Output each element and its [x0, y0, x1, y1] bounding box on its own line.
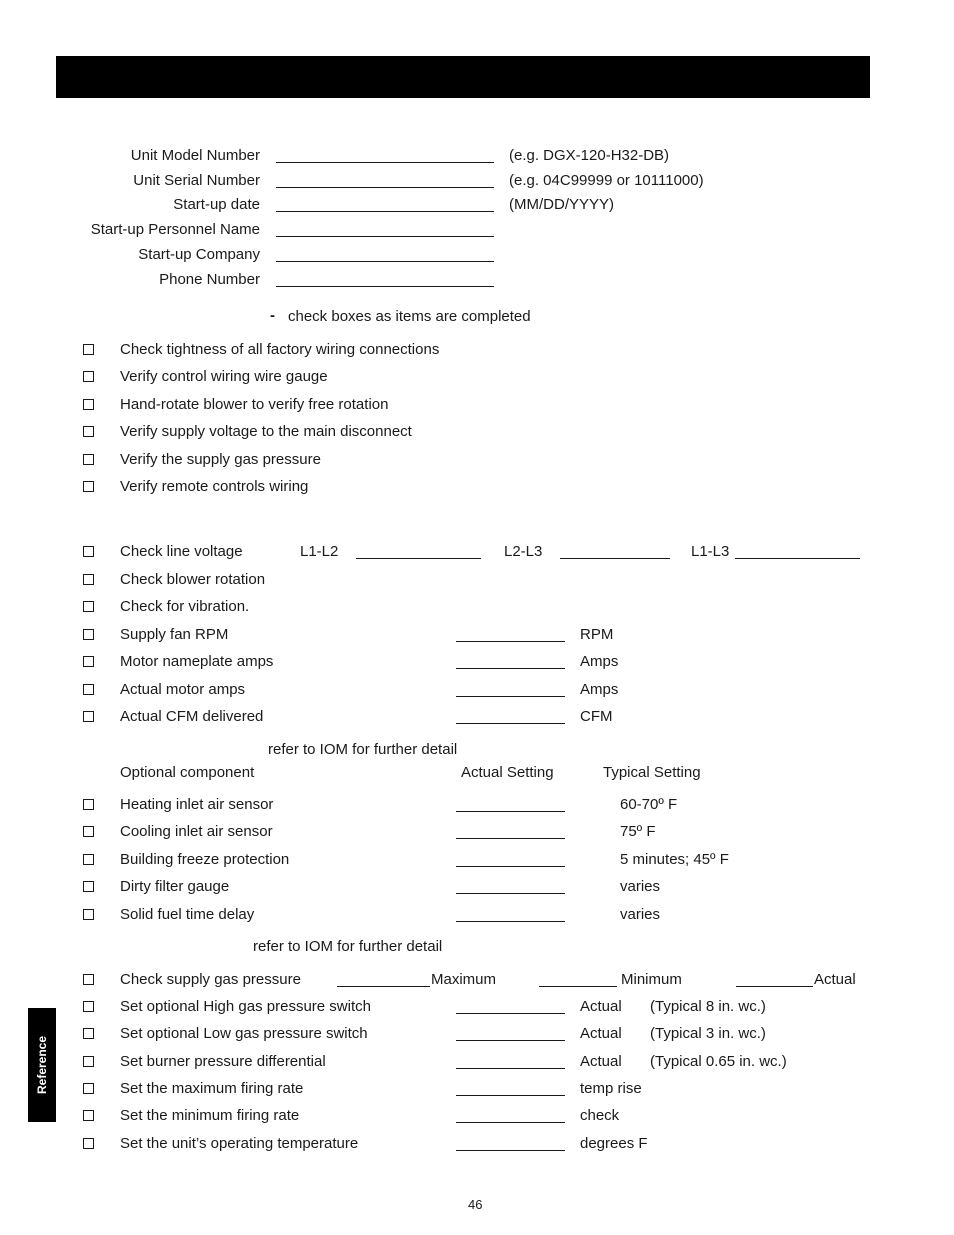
checkbox[interactable] [83, 881, 94, 892]
checkbox[interactable] [83, 1001, 94, 1012]
unit-model-field[interactable] [276, 162, 494, 163]
gas-item-label: Set the minimum firing rate [120, 1107, 300, 1124]
measure-label: Supply fan RPM [120, 626, 229, 643]
personnel-name-field[interactable] [276, 236, 494, 237]
checkbox[interactable] [83, 656, 94, 667]
line-voltage-label: Check line voltage [120, 543, 243, 560]
checkbox[interactable] [83, 799, 94, 810]
measure-unit: RPM [580, 626, 614, 643]
gas-item-unit: Actual [580, 998, 622, 1015]
measure-field[interactable] [456, 723, 565, 724]
measure-label: Actual motor amps [120, 681, 246, 698]
checkbox[interactable] [83, 399, 94, 410]
phone-number-field[interactable] [276, 286, 494, 287]
l2-l3-label: L2-L3 [504, 543, 543, 560]
checkbox[interactable] [83, 454, 94, 465]
typical-setting: 60-70º F [620, 796, 678, 813]
l1-l2-label: L1-L2 [300, 543, 339, 560]
checkbox[interactable] [83, 854, 94, 865]
typical-setting: 5 minutes; 45º F [620, 851, 729, 868]
gas-item-field[interactable] [456, 1122, 565, 1123]
gas-max-label: Maximum [431, 971, 497, 988]
checkbox[interactable] [83, 974, 94, 985]
gas-max-field[interactable] [337, 986, 430, 987]
checkbox[interactable] [83, 1138, 94, 1149]
unit-serial-label: Unit Serial Number [133, 172, 260, 189]
checkbox[interactable] [83, 1110, 94, 1121]
gas-min-field[interactable] [539, 986, 617, 987]
checklist-item: Check blower rotation [120, 571, 266, 588]
typical-setting: varies [620, 906, 661, 923]
l1-l3-field[interactable] [735, 558, 860, 559]
measure-unit: CFM [580, 708, 613, 725]
startup-date-example: (MM/DD/YYYY) [509, 196, 614, 213]
checkbox[interactable] [83, 684, 94, 695]
col-optional-component: Optional component [120, 764, 255, 781]
checkbox[interactable] [83, 1028, 94, 1039]
gas-item-typical: (Typical 8 in. wc.) [650, 998, 766, 1015]
measure-field[interactable] [456, 696, 565, 697]
side-tab [28, 1008, 56, 1122]
gas-item-field[interactable] [456, 1040, 565, 1041]
col-typical-setting: Typical Setting [603, 764, 701, 781]
personnel-name-label: Start-up Personnel Name [90, 221, 260, 238]
measure-field[interactable] [456, 668, 565, 669]
startup-company-field[interactable] [276, 261, 494, 262]
checklist-item: Check tightness of all factory wiring connections [120, 341, 440, 358]
phone-number-label: Phone Number [159, 271, 260, 288]
checkbox[interactable] [83, 601, 94, 612]
checklist-item: Verify control wiring wire gauge [120, 368, 328, 385]
page-number: 46 [468, 1197, 483, 1212]
checkbox[interactable] [83, 1083, 94, 1094]
gas-item-label: Set optional Low gas pressure switch [120, 1025, 368, 1042]
side-tab-label: Reference [35, 1035, 49, 1095]
typical-setting: 75º F [620, 823, 656, 840]
checkbox[interactable] [83, 426, 94, 437]
actual-setting-field[interactable] [456, 921, 565, 922]
unit-serial-field[interactable] [276, 187, 494, 188]
checkbox[interactable] [83, 546, 94, 557]
checkbox[interactable] [83, 1056, 94, 1067]
gas-item-label: Set the unit’s operating temperature [120, 1135, 359, 1152]
header-bar [56, 56, 870, 98]
l1-l3-label: L1-L3 [691, 543, 730, 560]
measure-unit: Amps [580, 681, 619, 698]
component-label: Solid fuel time delay [120, 906, 255, 923]
checklist-item: Hand-rotate blower to verify free rotation [120, 396, 389, 413]
l2-l3-field[interactable] [560, 558, 670, 559]
gas-item-unit: degrees F [580, 1135, 648, 1152]
checklist-note: check boxes as items are completed [288, 308, 531, 325]
optional-note: refer to IOM for further detail [268, 741, 458, 758]
gas-item-field[interactable] [456, 1150, 565, 1151]
startup-date-label: Start-up date [173, 196, 260, 213]
gas-item-typical: (Typical 3 in. wc.) [650, 1025, 766, 1042]
gas-item-field[interactable] [456, 1013, 565, 1014]
actual-setting-field[interactable] [456, 811, 565, 812]
gas-item-label: Set optional High gas pressure switch [120, 998, 371, 1015]
gas-item-label: Set burner pressure differential [120, 1053, 326, 1070]
checkbox[interactable] [83, 481, 94, 492]
startup-company-label: Start-up Company [138, 246, 260, 263]
gas-supply-label: Check supply gas pressure [120, 971, 301, 988]
actual-setting-field[interactable] [456, 838, 565, 839]
checklist-item: Check for vibration. [120, 598, 250, 615]
gas-actual-label: Actual [814, 971, 856, 988]
l1-l2-field[interactable] [356, 558, 481, 559]
gas-item-label: Set the maximum firing rate [120, 1080, 304, 1097]
checkbox[interactable] [83, 574, 94, 585]
checkbox[interactable] [83, 711, 94, 722]
actual-setting-field[interactable] [456, 866, 565, 867]
unit-serial-example: (e.g. 04C99999 or 10111000) [509, 172, 704, 189]
gas-item-unit: Actual [580, 1025, 622, 1042]
checklist-item: Verify supply voltage to the main disconnect [120, 423, 412, 440]
gas-actual-field[interactable] [736, 986, 813, 987]
actual-setting-field[interactable] [456, 893, 565, 894]
gas-item-unit: check [580, 1107, 620, 1124]
checkbox[interactable] [83, 344, 94, 355]
gas-min-label: Minimum [621, 971, 682, 988]
checkbox[interactable] [83, 629, 94, 640]
measure-label: Motor nameplate amps [120, 653, 274, 670]
measure-field[interactable] [456, 641, 565, 642]
gas-item-unit: temp rise [580, 1080, 642, 1097]
col-actual-setting: Actual Setting [461, 764, 554, 781]
component-label: Heating inlet air sensor [120, 796, 274, 813]
gas-item-unit: Actual [580, 1053, 622, 1070]
note-dash: - [270, 307, 275, 324]
unit-model-label: Unit Model Number [130, 147, 260, 164]
checklist-item: Verify remote controls wiring [120, 478, 309, 495]
unit-model-example: (e.g. DGX-120-H32-DB) [509, 147, 670, 164]
gas-item-field[interactable] [456, 1095, 565, 1096]
component-label: Building freeze protection [120, 851, 290, 868]
typical-setting: varies [620, 878, 661, 895]
gas-item-typical: (Typical 0.65 in. wc.) [650, 1053, 787, 1070]
startup-date-field[interactable] [276, 211, 494, 212]
gas-note: refer to IOM for further detail [253, 938, 443, 955]
checkbox[interactable] [83, 909, 94, 920]
checklist-item: Verify the supply gas pressure [120, 451, 321, 468]
checkbox[interactable] [83, 371, 94, 382]
component-label: Cooling inlet air sensor [120, 823, 273, 840]
gas-item-field[interactable] [456, 1068, 565, 1069]
measure-label: Actual CFM delivered [120, 708, 264, 725]
component-label: Dirty filter gauge [120, 878, 230, 895]
measure-unit: Amps [580, 653, 619, 670]
checkbox[interactable] [83, 826, 94, 837]
